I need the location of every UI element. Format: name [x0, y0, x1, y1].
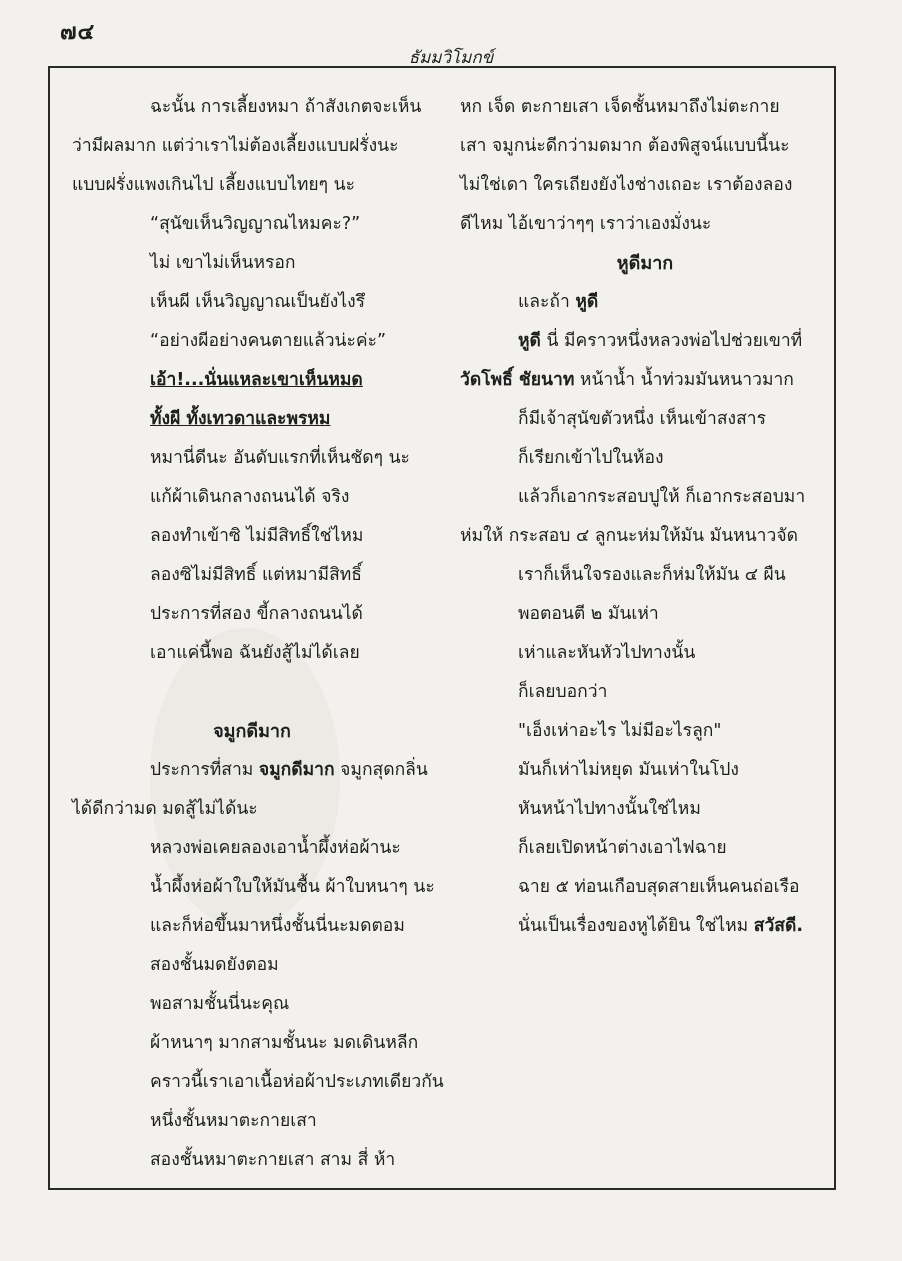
line-text: หลวงพ่อเคยลองเอาน้ำผึ้งห่อผ้านะ [150, 838, 401, 858]
text-line [460, 361, 830, 400]
line-text: ไม่ เขาไม่เห็นหรอก [150, 253, 296, 273]
text-line [72, 751, 432, 790]
text-line [72, 673, 432, 712]
line-text: สองชั้นหมาตะกายเสา สาม สี่ ห้า [150, 1150, 396, 1170]
text-line [72, 517, 432, 556]
line-text: เห็นผี เห็นวิญญาณเป็นยังไงรึ [150, 292, 366, 312]
line-text: พอตอนตี ๒ มันเห่า [518, 604, 659, 624]
section-heading [72, 712, 432, 751]
line-text: หก เจ็ด ตะกายเสา เจ็ดชั้นหมาถึงไม่ตะกาย [460, 97, 780, 117]
line-text: สองชั้นมดยังตอม [150, 955, 279, 975]
left-column [72, 88, 444, 1180]
text-line [72, 634, 432, 673]
text-frame [48, 66, 836, 1190]
text-line [72, 1141, 432, 1180]
text-line [72, 283, 432, 322]
text-line [460, 283, 830, 322]
line-text: ก็เรียกเข้าไปในห้อง [518, 448, 664, 468]
right-column [460, 88, 830, 946]
text-line [72, 556, 432, 595]
text-line [460, 634, 830, 673]
page-number: ๗๔ [60, 20, 96, 45]
text-line [460, 712, 830, 751]
text-line [460, 322, 830, 361]
bold-phrase: สวัสดี. [753, 916, 803, 936]
line-text: แบบฝรั่งแพงเกินไป เลี้ยงแบบไทยๆ นะ [72, 175, 355, 195]
text-line [72, 205, 432, 244]
bold-phrase: จมูกดีมาก [258, 760, 335, 780]
text-fragment: และถ้า [518, 292, 576, 312]
text-line [460, 439, 830, 478]
text-line [72, 322, 432, 361]
line-text: เราก็เห็นใจรองและก็ห่มให้มัน ๔ ผืน [518, 565, 786, 585]
line-text: “อย่างผีอย่างคนตายแล้วน่ะค่ะ” [150, 331, 387, 351]
text-fragment: นี่ มีคราวหนึ่งหลวงพ่อไปช่วยเขาที่ [540, 331, 803, 351]
line-text: ได้ดีกว่ามด มดสู้ไม่ได้นะ [72, 799, 258, 819]
bold-phrase: หูดี [575, 292, 599, 312]
line-text: ห่มให้ กระสอบ ๔ ลูกนะห่มให้มัน มันหนาวจัด [460, 526, 798, 546]
text-line [460, 868, 830, 907]
line-text: ลองทำเข้าซิ ไม่มีสิทธิ์ใช่ไหม [150, 526, 364, 546]
text-line [72, 868, 435, 907]
section-heading [460, 244, 830, 283]
line-text: ฉาย ๕ ท่อนเกือบสุดสายเห็นคนถ่อเรือ [518, 877, 800, 897]
running-header: ธัมมวิโมกข์ [408, 48, 494, 68]
line-text: แล้วก็เอากระสอบปูให้ ก็เอากระสอบมา [518, 487, 806, 507]
text-line [72, 361, 432, 400]
bold-phrase: วัดโพธิ์ ชัยนาท [460, 370, 575, 390]
text-line [460, 673, 830, 712]
line-text: หันหน้าไปทางนั้นใช่ไหม [518, 799, 701, 819]
line-text: ดีไหม ไอ้เขาว่าๆๆ เราว่าเองมั่งนะ [460, 214, 712, 234]
line-text: เอ้า!...นั่นแหละเขาเห็นหมด [150, 370, 363, 390]
line-text: ผ้าหนาๆ มากสามชั้นนะ มดเดินหลีก [150, 1033, 419, 1053]
line-text: หนึ่งชั้นหมาตะกายเสา [150, 1111, 317, 1131]
text-fragment: ประการที่สาม [150, 760, 259, 780]
text-line [72, 88, 432, 127]
line-text: "เอ็งเห่าอะไร ไม่มีอะไรลูก" [518, 721, 722, 741]
text-line [72, 439, 432, 478]
line-text: ก็เลยเปิดหน้าต่างเอาไฟฉาย [518, 838, 727, 858]
line-text: จมูกดีมาก [213, 721, 291, 742]
line-text: เสา จมูกน่ะดีกว่ามดมาก ต้องพิสูจน์แบบนี้นะ [460, 136, 790, 156]
text-line [72, 166, 432, 205]
text-fragment: นั่นเป็นเรื่องของหูได้ยิน ใช่ไหม [518, 916, 754, 936]
text-fragment: หน้าน้ำ น้ำท่วมมันหนาวมาก [574, 370, 794, 390]
line-text: ก็มีเจ้าสุนัขตัวหนึ่ง เห็นเข้าสงสาร [518, 409, 766, 429]
bold-phrase: หูดี [518, 331, 541, 351]
text-fragment: จมูกสุดกลิ่น [334, 760, 428, 780]
line-text: พอสามชั้นนี่นะคุณ [150, 994, 290, 1014]
text-line [72, 985, 432, 1024]
text-line [460, 556, 830, 595]
text-line [72, 478, 432, 517]
text-line [72, 790, 432, 829]
text-line [72, 946, 432, 985]
text-line [72, 1102, 432, 1141]
line-text: ไม่ใช่เดา ใครเถียงยังไงช่างเถอะ เราต้องลอง [460, 175, 793, 195]
line-text: ฉะนั้น การเลี้ยงหมา ถ้าสังเกตจะเห็น [150, 97, 422, 117]
line-text: หมานี่ดีนะ อันดับแรกที่เห็นชัดๆ นะ [150, 448, 410, 468]
text-line [460, 400, 830, 439]
line-text: หูดีมาก [616, 253, 674, 274]
line-text: เอาแค่นี้พอ ฉันยังสู้ไม่ได้เลย [150, 643, 360, 663]
text-line [460, 595, 830, 634]
line-text: และก็ห่อขึ้นมาหนึ่งชั้นนี่นะมดตอม [150, 916, 405, 936]
text-line [72, 400, 432, 439]
text-line [460, 751, 830, 790]
line-text: แก้ผ้าเดินกลางถนนได้ จริง [150, 487, 350, 507]
text-line [72, 595, 432, 634]
line-text: น้ำผึ้งห่อผ้าใบให้มันชื้น ผ้าใบหนาๆ นะ [150, 877, 435, 897]
text-line [72, 829, 432, 868]
line-text: ประการที่สอง ขี้กลางถนนได้ [150, 604, 363, 624]
line-text: “สุนัขเห็นวิญญาณไหมคะ?” [150, 214, 361, 234]
text-line [460, 790, 830, 829]
text-line [72, 244, 432, 283]
line-text: คราวนี้เราเอาเนื้อห่อผ้าประเภทเดียวกัน [150, 1072, 444, 1092]
text-line [460, 517, 830, 556]
text-line [72, 1024, 432, 1063]
text-line [460, 478, 830, 517]
line-text: ลองซิไม่มีสิทธิ์ แต่หมามีสิทธิ์ [150, 565, 362, 585]
text-line [460, 205, 830, 244]
line-text: มันก็เห่าไม่หยุด มันเห่าในโปง [518, 760, 739, 780]
line-text: เห่าและหันหัวไปทางนั้น [518, 643, 696, 663]
text-line [460, 829, 830, 868]
line-text: ทั้งผี ทั้งเทวดาและพรหม [150, 409, 331, 429]
text-line [72, 907, 432, 946]
line-text: ก็เลยบอกว่า [518, 682, 608, 702]
text-line [460, 127, 830, 166]
line-text: ว่ามีผลมาก แต่ว่าเราไม่ต้องเลี้ยงแบบฝรั่งนะ [72, 136, 399, 156]
text-line [72, 127, 432, 166]
text-line [460, 907, 830, 946]
text-line [460, 166, 830, 205]
text-line [460, 88, 830, 127]
text-line [72, 1063, 444, 1102]
